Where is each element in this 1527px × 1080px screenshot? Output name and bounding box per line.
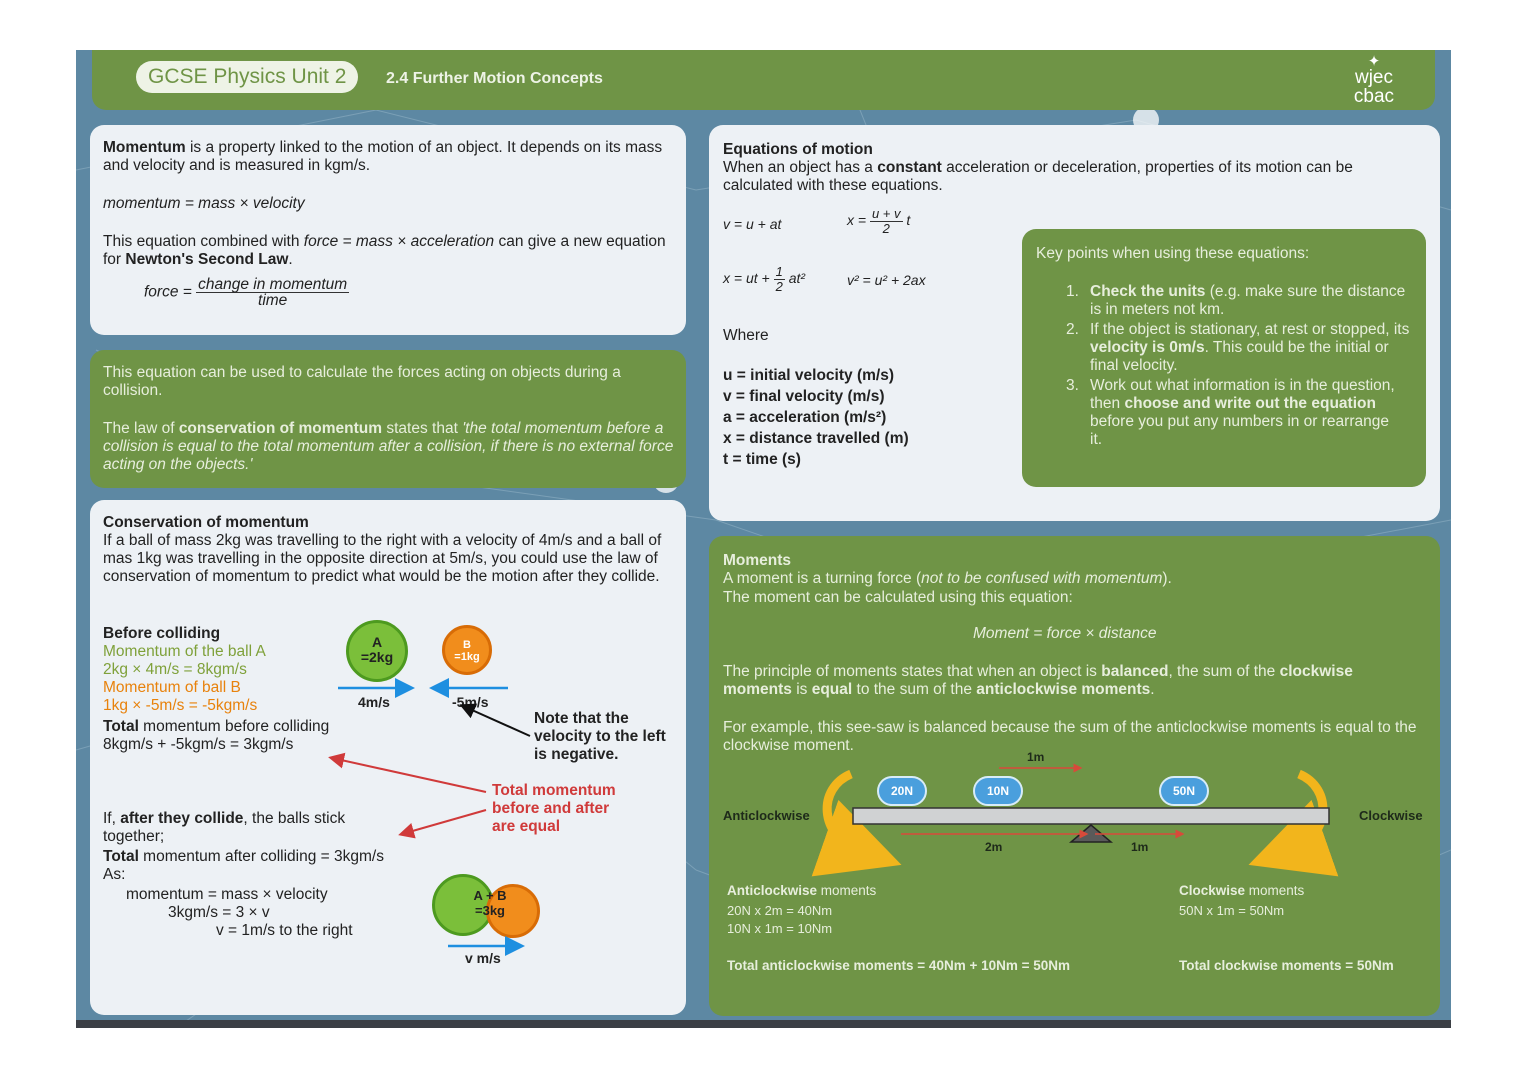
- variable-list: [723, 365, 909, 470]
- conservation-law-text: The law of conservation of momentum states that 'the total momentum before a collision is equal to the total momentum after a collision, if there is no external force acting on the objects.': [103, 420, 674, 473]
- key-point-3: Work out what information is in the question, then choose and write out the equation before you put any numbers in or rearrange it.: [1090, 377, 1395, 448]
- force-50n-badge: 50N: [1159, 776, 1209, 806]
- anticlockwise-moments-title: Anticlockwise moments: [727, 883, 877, 898]
- total-after-text: Total momentum after colliding = 3kgm/s: [103, 848, 384, 865]
- momentum-equation: momentum = mass × velocity: [103, 195, 305, 212]
- after-collide-text: If, after they collide, the balls stick together;: [103, 810, 346, 845]
- newton-second-law-text: This equation combined with force = mass × acceleration can give a new equation for Newton's Second Law.: [103, 233, 666, 268]
- momentum-b-calc: 1kg × -5m/s = -5kgm/s: [103, 697, 258, 714]
- moments-intro: A moment is a turning force (not to be confused with momentum).: [723, 570, 1172, 587]
- clockwise-label: Clockwise: [1359, 808, 1423, 823]
- moment-equation: Moment = force × distance: [973, 625, 1157, 642]
- key-point-2-num: 2.: [1066, 321, 1079, 338]
- distance-1m-top-label: 1m: [1027, 750, 1045, 764]
- force-20n-badge: 20N: [877, 776, 927, 806]
- force-10n-badge: 10N: [973, 776, 1023, 806]
- velocity-a-label: 4m/s: [358, 694, 390, 710]
- anticlockwise-calc-2: 10N x 1m = 10Nm: [727, 921, 833, 936]
- total-before-arrow: [332, 758, 486, 792]
- force-equation: force = $\frac{\text{change in momentum}}{\text{time}}$: [144, 276, 348, 309]
- logo-line2: cbac: [1353, 86, 1395, 107]
- momentum-a-calc: 2kg × 4m/s = 8kgm/s: [103, 661, 247, 678]
- principle-of-moments: The principle of moments states that when an object is balanced, the sum of the clockwise moments is equal to the sum of the anticlockwise moments.: [723, 663, 1353, 698]
- momentum-a-label: Momentum of the ball A: [103, 643, 266, 660]
- conservation-arrows: [90, 500, 686, 1015]
- clockwise-moments-title: Clockwise moments: [1179, 883, 1305, 898]
- logo-line1: wjec: [1354, 67, 1393, 88]
- as-label: As:: [103, 866, 126, 883]
- moments-intro-2: The moment can be calculated using this equation:: [723, 589, 1073, 606]
- variable-u: u = initial velocity (m/s): [723, 367, 894, 384]
- total-before-text: Total momentum before colliding: [103, 718, 330, 735]
- momentum-panel: [90, 125, 686, 335]
- equations-panel: [709, 125, 1440, 521]
- where-label: Where: [723, 327, 769, 344]
- key-points-title: Key points when using these equations:: [1036, 245, 1310, 262]
- topic-subtitle: 2.4 Further Motion Concepts: [386, 70, 603, 87]
- header-bar: [92, 50, 1435, 110]
- momentum-definition: Momentum is a property linked to the motion of an object. It depends on its mass and velocity and is measured in kgm/s.: [103, 139, 663, 174]
- ball-b: B =1kg: [442, 625, 492, 675]
- equations-title: Equations of motion: [723, 141, 873, 158]
- logo-leaf-icon: ✦: [1367, 53, 1381, 70]
- see-saw-beam: [853, 808, 1329, 824]
- unit-title-pill: GCSE Physics Unit 2: [136, 61, 358, 93]
- distance-1m-label: 1m: [1131, 840, 1149, 854]
- key-point-1-num: 1.: [1066, 283, 1079, 300]
- collision-law-panel: [90, 350, 686, 488]
- ball-ab-label: A + B =3kg: [473, 888, 507, 918]
- key-point-2: If the object is stationary, at rest or stopped, its velocity is 0m/s. This could be the initial or final velocity.: [1090, 321, 1410, 374]
- conservation-title: Conservation of momentum: [103, 514, 309, 531]
- anticlockwise-calc-1: 20N x 2m = 40Nm: [727, 903, 833, 918]
- equation-v-u-at: v = u + at: [723, 216, 782, 232]
- before-colliding-title: Before colliding: [103, 625, 221, 642]
- distance-2m-label: 2m: [985, 840, 1003, 854]
- total-after-arrow: [402, 810, 486, 834]
- negative-velocity-note: Note that the velocity to the left is negative.: [534, 710, 666, 763]
- equations-intro: When an object has a constant acceleration or deceleration, properties of its motion can be calculated with these equations.: [723, 159, 1353, 194]
- velocity-ab-label: v m/s: [465, 950, 501, 966]
- collision-forces-text: This equation can be used to calculate the forces acting on objects during a collision.: [103, 364, 621, 399]
- variable-t: t = time (s): [723, 451, 801, 468]
- key-points-box: [1022, 229, 1426, 487]
- variable-a: a = acceleration (m/s²): [723, 409, 887, 426]
- equation-x-ut: x = ut + $\frac{1}{2}$ at²: [723, 264, 806, 294]
- velocity-b-label: -5m/s: [452, 694, 489, 710]
- conservation-example-panel: [90, 500, 686, 1015]
- variable-v: v = final velocity (m/s): [723, 388, 885, 405]
- wjec-logo: [1347, 53, 1401, 107]
- momentum-b-label: Momentum of ball B: [103, 679, 241, 696]
- equation-x-average: x = $\frac{u + v}{2}$ t: [847, 206, 911, 236]
- total-clockwise: Total clockwise moments = 50Nm: [1179, 958, 1394, 973]
- moments-panel: [709, 536, 1440, 1016]
- key-point-1: Check the units (e.g. make sure the distance is in meters not km.: [1090, 283, 1406, 318]
- see-saw-example: For example, this see-saw is balanced because the sum of the anticlockwise moments is equal to the clockwise moment.: [723, 719, 1417, 754]
- total-before-calc: 8kgm/s + -5kgm/s = 3kgm/s: [103, 736, 294, 753]
- total-anticlockwise: Total anticlockwise moments = 40Nm + 10Nm = 50Nm: [727, 958, 1071, 973]
- see-saw-diagram: [709, 536, 1440, 1016]
- moments-title: Moments: [723, 552, 792, 569]
- conservation-intro: If a ball of mass 2kg was travelling to the right with a velocity of 4m/s and a ball of mas 1kg was travelling in the opposite direction at 5m/s, you could use the law of conservation of momentum to predict what would be the motion after they collide.: [103, 532, 662, 585]
- key-point-3-num: 3.: [1066, 377, 1079, 394]
- note-pointer-arrow: [463, 706, 530, 736]
- equation-v-squared: v² = u² + 2ax: [847, 272, 926, 288]
- variable-x: x = distance travelled (m): [723, 430, 909, 447]
- after-calc-1: momentum = mass × velocity: [126, 886, 328, 903]
- total-equal-note: Total momentum before and after are equal: [492, 782, 616, 835]
- after-calc-2: 3kgm/s = 3 × v: [168, 904, 270, 921]
- clockwise-calc-1: 50N x 1m = 50Nm: [1179, 903, 1285, 918]
- after-calc-3: v = 1m/s to the right: [216, 922, 353, 939]
- revision-sheet: [76, 50, 1451, 1028]
- ball-a: A =2kg: [346, 620, 408, 682]
- anticlockwise-label: Anticlockwise: [723, 808, 810, 823]
